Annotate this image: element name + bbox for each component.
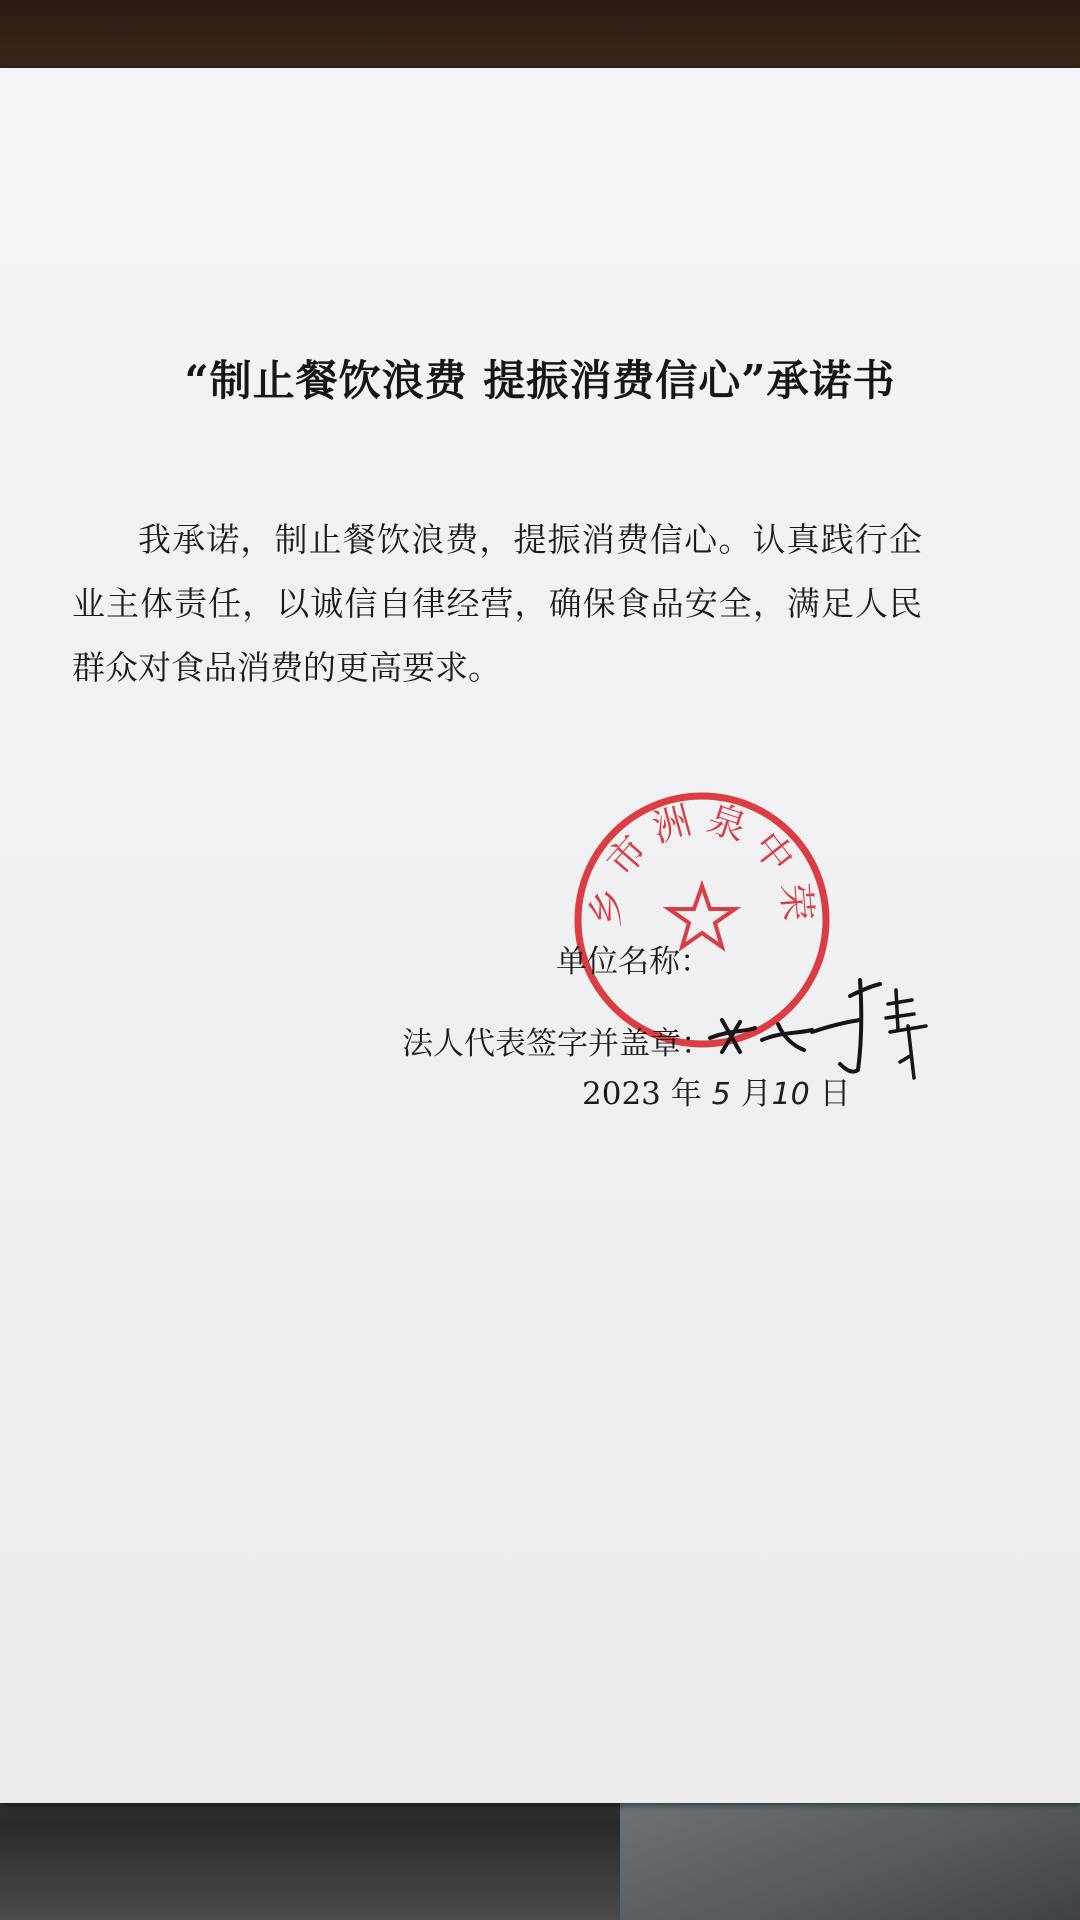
date-year: 2023 <box>582 1076 661 1112</box>
signing-date <box>582 1068 851 1113</box>
document-title: “制止餐饮浪费 提振消费信心”承诺书 <box>184 356 896 405</box>
paper-sheet <box>0 68 1080 1803</box>
date-day: 10 <box>771 1077 810 1112</box>
commitment-body: 我承诺，制止餐饮浪费，提振消费信心。认真践行企业主体责任，以诚信自律经营，确保食品安全，满足人民群众对食品消费的更高要求。 <box>72 520 922 687</box>
legal-representative-label: 法人代表签字并盖章： <box>402 1026 712 1062</box>
date-year-unit: 年 <box>670 1076 702 1112</box>
date-month: 5 <box>711 1077 731 1112</box>
svg-text:乡市洲泉中荣: 乡市洲泉中荣 <box>582 795 821 933</box>
unit-name-label: 单位名称： <box>556 944 711 980</box>
date-month-unit: 月 <box>740 1076 772 1112</box>
background-fabric <box>620 1790 1080 1920</box>
date-day-unit: 日 <box>819 1076 851 1112</box>
